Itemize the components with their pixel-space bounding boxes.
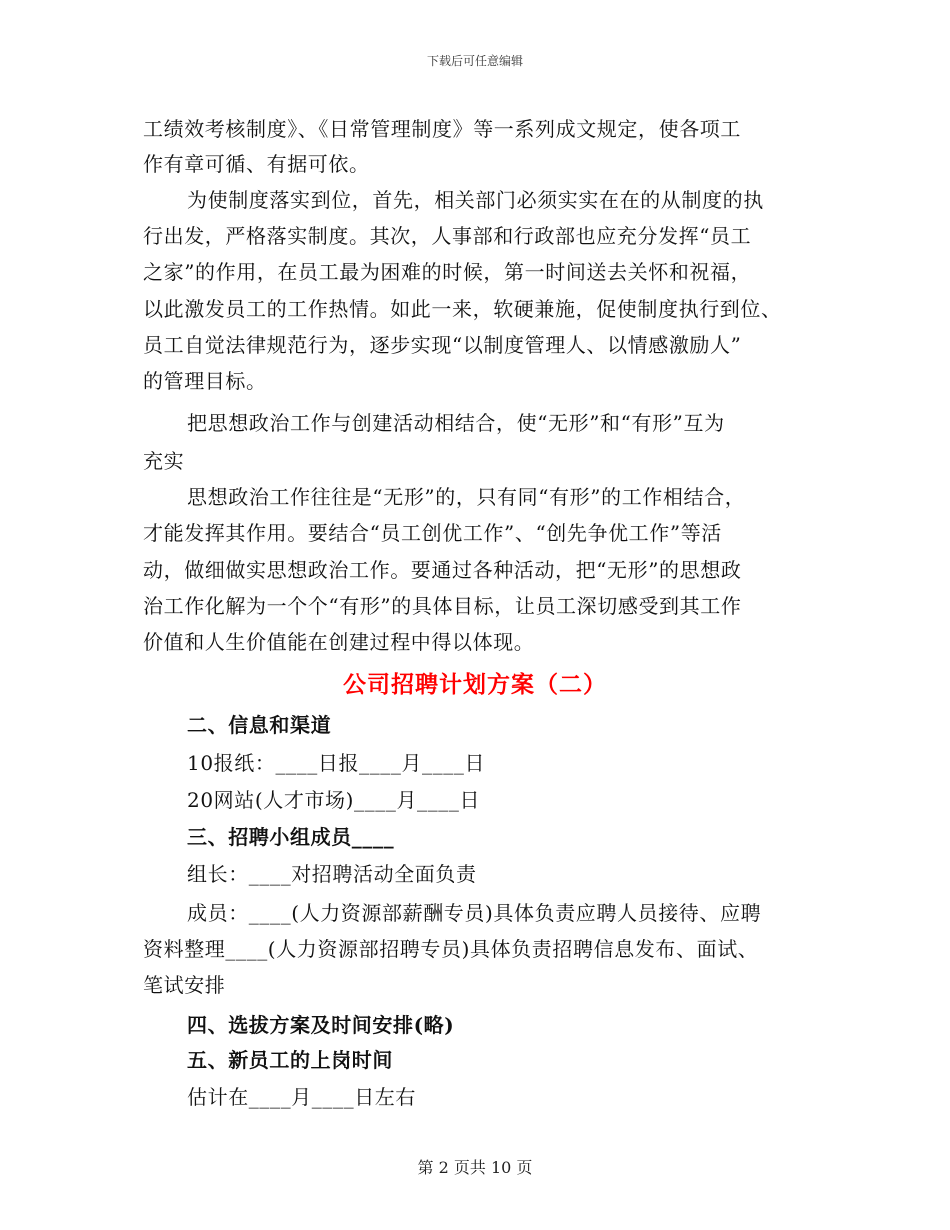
section-line: 估计在____月____日左右: [187, 1085, 416, 1109]
paragraph-line: 作有章可循、有据可依。: [143, 152, 370, 176]
section-line: 成员：____(人力资源部薪酬专员)具体负责应聘人员接待、应聘: [187, 901, 762, 925]
paragraph-line: 才能发挥其作用。要结合“员工创优工作”、“创先争优工作”等活: [143, 521, 722, 545]
paragraph-line: 之家”的作用，在员工最为困难的时候，第一时间送去关怀和祝福，: [143, 260, 752, 284]
section-heading: 二、信息和渠道: [187, 713, 332, 737]
section-line: 笔试安排: [143, 973, 226, 997]
section-line: 10报纸：____日报____月____日: [187, 751, 486, 775]
paragraph-line: 思想政治工作往往是“无形”的，只有同“有形”的工作相结合，: [187, 485, 746, 509]
paragraph-line: 充实: [143, 449, 185, 473]
section-line: 组长：____对招聘活动全面负责: [187, 862, 477, 886]
paragraph-line: 动，做细做实思想政治工作。要通过各种活动，把“无形”的思想政: [143, 558, 742, 582]
section-line: 20网站(人才市场)____月____日: [187, 788, 481, 812]
paragraph-line: 把思想政治工作与创建活动相结合，使“无形”和“有形”互为: [187, 411, 725, 435]
section-heading: 四、选拔方案及时间安排(略): [187, 1013, 455, 1037]
paragraph-line: 工绩效考核制度》、《日常管理制度》等一系列成文规定，使各项工: [143, 117, 741, 141]
section-line: 资料整理____(人力资源部招聘专员)具体负责招聘信息发布、面试、: [143, 937, 759, 961]
section-heading: 三、招聘小组成员____: [187, 825, 395, 849]
paragraph-line: 治工作化解为一个个“有形”的具体目标，让员工深切感受到其工作: [143, 594, 742, 618]
paragraph-line: 以此激发员工的工作热情。如此一来，软硬兼施，促使制度执行到位、: [143, 297, 782, 321]
paragraph-line: 价值和人生价值能在创建过程中得以体现。: [143, 630, 535, 654]
paragraph-line: 员工自觉法律规范行为，逐步实现“以制度管理人、以情感激励人”: [143, 333, 742, 357]
page-footer: 第 2 页共 10 页: [417, 1158, 533, 1177]
page-header: 下载后可任意编辑: [426, 54, 523, 68]
paragraph-line: 的管理目标。: [143, 369, 267, 393]
section-title: 公司招聘计划方案（二）: [343, 671, 607, 698]
paragraph-line: 行出发，严格落实制度。其次，人事部和行政部也应充分发挥“员工: [143, 224, 752, 248]
paragraph-line: 为使制度落实到位，首先，相关部门必须实实在在的从制度的执: [187, 188, 764, 212]
section-heading: 五、新员工的上岗时间: [187, 1048, 393, 1072]
